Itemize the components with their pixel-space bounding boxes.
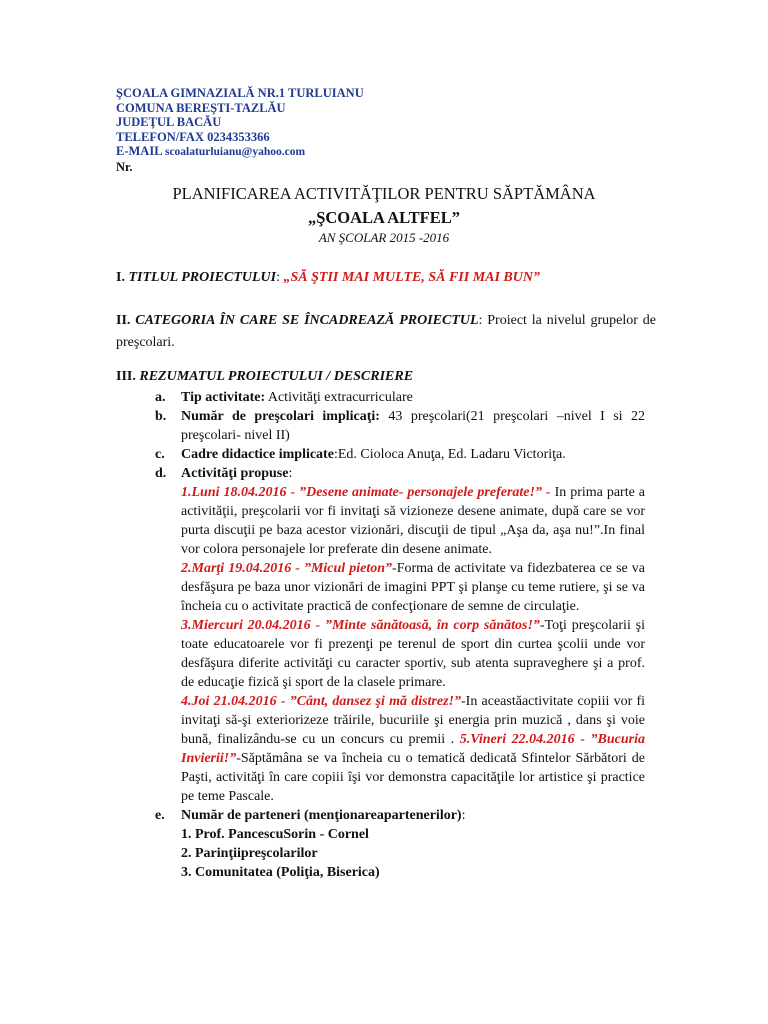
document-subtitle: „ŞCOALA ALTFEL” [307, 208, 461, 227]
item-colon: : [461, 808, 466, 823]
county: JUDEŢUL BACĂU [116, 115, 222, 129]
list-item-teachers [155, 445, 645, 464]
activity-tuesday [155, 559, 645, 616]
activity-monday [155, 483, 645, 559]
section-colon: : [276, 270, 284, 285]
section-label: REZUMATUL PROIECTULUI / DESCRIERE [139, 369, 414, 384]
list-marker: e. [155, 808, 165, 823]
commune: COMUNA BEREŞTI-TAZLĂU [116, 100, 286, 115]
summary-list [155, 388, 645, 882]
activity-title: 4.Joi 21.04.2016 - ”Cânt, dansez şi mă distrez!” [181, 694, 461, 709]
activity-title: 1.Luni 18.04.2016 - ”Desene animate- personajele preferate!” - [181, 485, 555, 500]
section-number: II. [116, 313, 136, 328]
activity-text: -Forma de activitate va fidezbaterea ce se va desfăşura pe baza unor vizionări de imagini PPT şi planşe cu teme rutiere, şi se va încheia cu o activitate practică de confecţionare de semne de circulaţie. [181, 561, 645, 614]
registration-number: Nr. [116, 159, 133, 174]
item-colon: : [288, 466, 293, 481]
list-item-partners [155, 806, 645, 825]
list-item-activity-type [155, 388, 645, 407]
item-label: Activităţi propuse [181, 466, 289, 481]
activity-title: 3.Miercuri 20.04.2016 - ”Minte sănătoasă, în corp sănătos!” [181, 618, 540, 633]
list-marker: a. [155, 390, 166, 405]
activity-text: -Săptămâna se va încheia cu o tematică dedicată Sfintelor Sărbători de Paşti, activităţi în care copiii îşi vor demonstra capacităţile lor artistice şi practice pe teme Pascale. [181, 751, 645, 804]
item-label: Număr de parteneri (menţionareapartenerilor) [181, 808, 462, 823]
partner-item: 3. Comunitatea (Poliţia, Biserica) [181, 865, 380, 880]
section-project-title [116, 267, 656, 289]
list-marker: b. [155, 409, 167, 424]
activity-text: -In aceastăactivitate copiii vor fi invitaţi să-şi exteriorizeze trăirile, bucuriile şi energia prin muzică , dans şi voie bună, finalizându-se cu un concurs cu premii . [181, 694, 645, 747]
activity-title: 2.Marţi 19.04.2016 - ”Micul pieton” [181, 561, 393, 576]
activity-title: 5.Vineri 22.04.2016 - ”Bucuria Invierii!” [181, 732, 645, 766]
partner-item: 1. Prof. PancescuSorin - Cornel [181, 827, 369, 842]
list-item-activities [155, 464, 645, 483]
item-text: :Ed. Cioloca Anuţa, Ed. Ladaru Victoriţa. [333, 447, 566, 462]
school-header [116, 86, 364, 174]
activity-text: -Toţi preşcolarii şi toate educatoarele vor fi prezenţi pe terenul de sport din curtea şcolii unde vor desfăşura diferite activităţi cu caracter sportiv, sub atenta supraveghere şi a prof. de educaţie fizică şi sport de la clasele primare. [181, 618, 646, 690]
item-label: Cadre didactice implicate [181, 447, 334, 462]
activity-wednesday [155, 616, 645, 692]
item-text: Activităţi extracurriculare [265, 390, 413, 405]
activity-text: In prima parte a activităţii, preşcolarii vor fi invitaţi să vizioneze desene animate, după care se vor purta discuţii pe baza acestor vizionări, discuţii de tipul „Aşa da, aşa nu!”.In final vor colora personajele lor preferate din desene animate. [181, 485, 646, 557]
item-label: Număr de preşcolari implicaţi: [181, 409, 380, 424]
section-label: CATEGORIA ÎN CARE SE ÎNCADREAZĂ PROIECTUL [135, 313, 479, 328]
email-line [116, 144, 364, 160]
document-title: PLANIFICAREA ACTIVITĂŢILOR PENTRU SĂPTĂMÂNA [172, 184, 596, 203]
email-label: E-MAIL [116, 144, 165, 158]
list-item-student-count [155, 407, 645, 445]
activity-thursday-friday [155, 692, 645, 806]
item-text: 43 preşcolari(21 preşcolari –nivel I si 22 preşcolari- nivel II) [181, 409, 645, 443]
partner-item: 2. Parinţiipreşcolarilor [181, 846, 318, 861]
project-title-value: „SĂ ŞTII MAI MULTE, SĂ FII MAI BUN” [283, 270, 540, 285]
email-address: scoalaturluianu@yahoo.com [164, 146, 306, 158]
school-name: ŞCOALA GIMNAZIALĂ NR.1 TURLUIANU [116, 86, 364, 100]
list-marker: d. [155, 466, 167, 481]
list-marker: c. [155, 447, 165, 462]
phone-fax: TELEFON/FAX 0234353366 [116, 129, 270, 144]
item-label: Tip activitate: [181, 390, 266, 405]
section-number: I. [116, 270, 129, 285]
section-label: TITLUL PROIECTULUI [128, 270, 277, 285]
school-year: AN ŞCOLAR 2015 -2016 [318, 230, 450, 245]
section-summary [116, 366, 656, 388]
partners-list [155, 825, 645, 882]
section-category [116, 310, 656, 354]
category-text: : Proiect la nivelul grupelor de preşcolari. [116, 313, 656, 350]
section-number: III. [116, 369, 140, 384]
